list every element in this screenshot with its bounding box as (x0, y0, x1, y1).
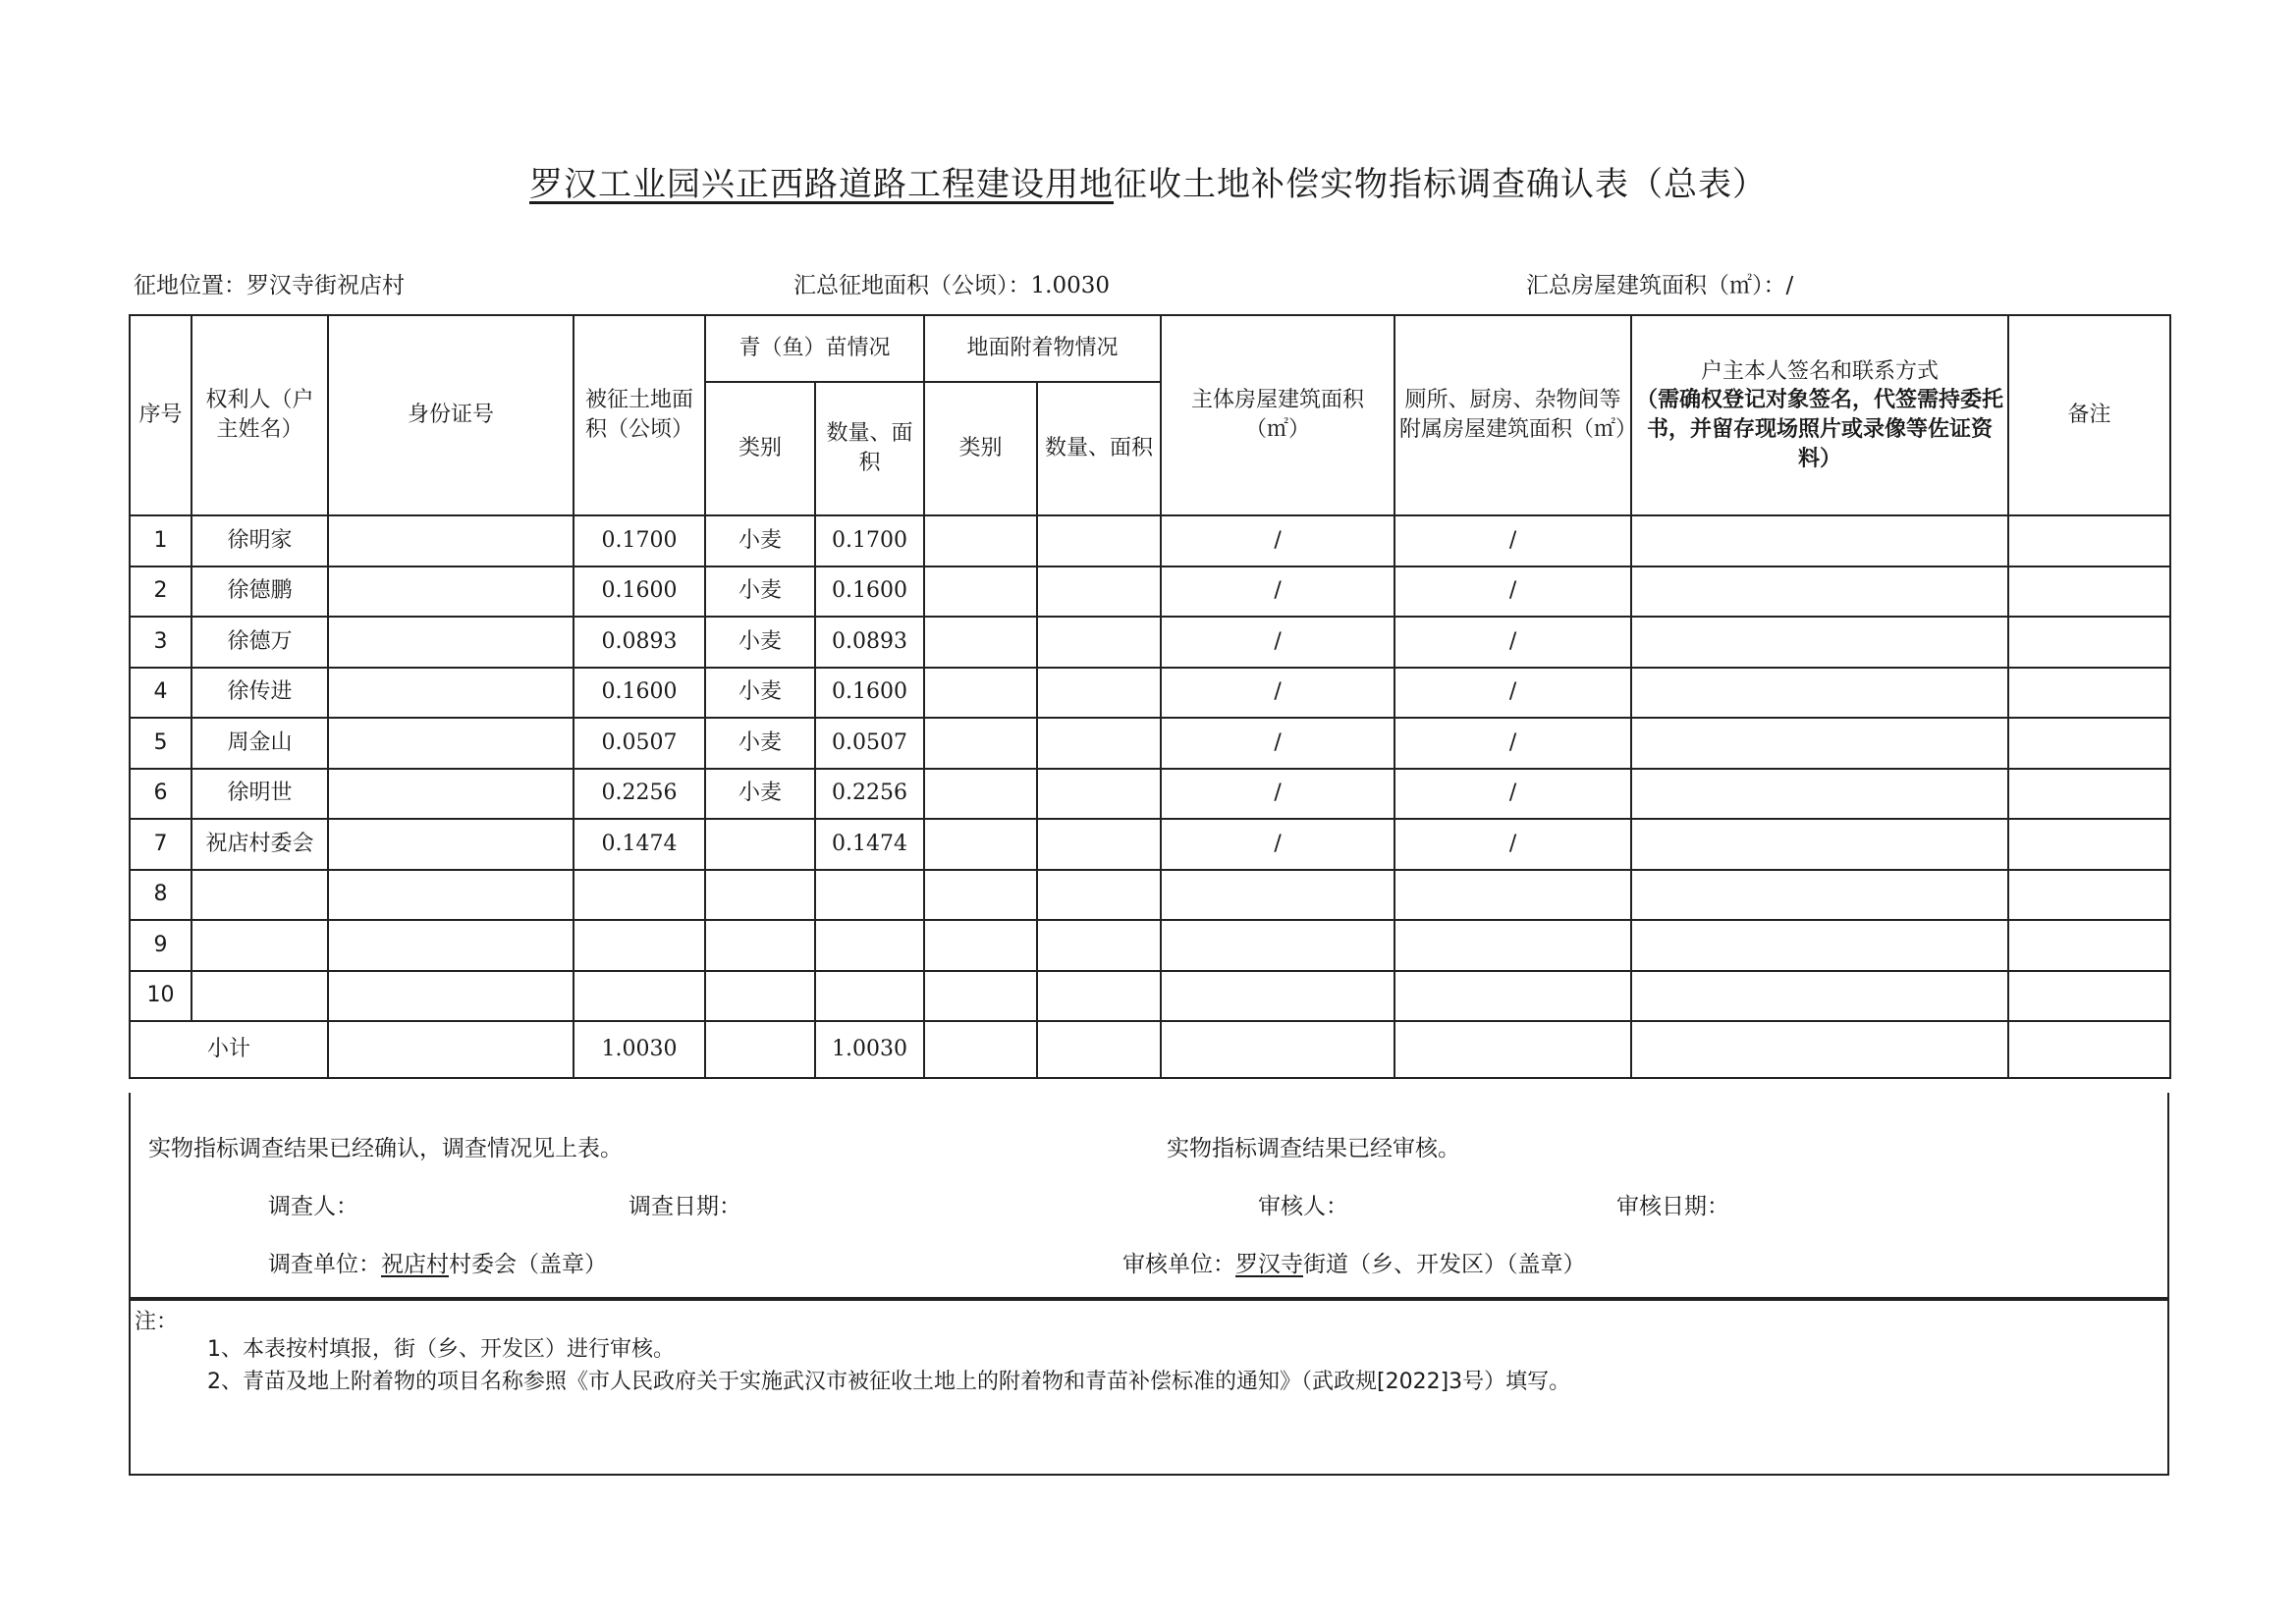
table-row (130, 819, 2170, 870)
row-crop-qty: 0.0893 (815, 617, 924, 668)
row-owner: 徐明世 (191, 769, 328, 820)
row-attach-type (924, 617, 1037, 668)
row-aux-building: / (1394, 819, 1631, 870)
row-crop-qty: 0.2256 (815, 769, 924, 820)
row-signature (1631, 515, 2008, 566)
row-attach-qty (1037, 870, 1161, 921)
row-aux-building: / (1394, 515, 1631, 566)
row-main-building (1161, 870, 1394, 921)
review-date-label: 审核日期： (1616, 1194, 1729, 1219)
row-signature (1631, 971, 2008, 1022)
row-aux-building (1394, 920, 1631, 971)
location-value: 罗汉寺街祝店村 (246, 273, 405, 298)
header-signature (1631, 315, 2008, 515)
header-crop-type: 类别 (705, 382, 815, 515)
review-unit (1122, 1246, 1586, 1278)
row-remark (2008, 870, 2170, 921)
subtotal-attach-type (924, 1021, 1037, 1078)
location-label: 征地位置： (134, 273, 246, 298)
location-line (134, 267, 405, 299)
row-attach-qty (1037, 566, 1161, 618)
row-signature (1631, 617, 2008, 668)
row-attach-qty (1037, 920, 1161, 971)
row-crop-qty (815, 920, 924, 971)
header-id: 身份证号 (328, 315, 574, 515)
row-signature (1631, 668, 2008, 719)
investigate-unit (268, 1246, 607, 1278)
subtotal-main (1161, 1021, 1394, 1078)
row-main-building (1161, 971, 1394, 1022)
notes-section (129, 1299, 2169, 1476)
row-owner: 徐德万 (191, 617, 328, 668)
row-attach-type (924, 769, 1037, 820)
row-attach-qty (1037, 617, 1161, 668)
row-attach-type (924, 668, 1037, 719)
row-aux-building: / (1394, 617, 1631, 668)
survey-table (129, 314, 2171, 1079)
row-seq: 10 (130, 971, 191, 1022)
subtotal-id (328, 1021, 574, 1078)
row-id-number (328, 920, 574, 971)
row-attach-type (924, 515, 1037, 566)
table-row (130, 718, 2170, 769)
row-id-number (328, 617, 574, 668)
row-attach-qty (1037, 819, 1161, 870)
header-land-area: 被征土地面积（公顷） (574, 315, 705, 515)
row-land-area: 0.1600 (574, 566, 705, 618)
row-remark (2008, 515, 2170, 566)
row-attach-qty (1037, 515, 1161, 566)
row-crop-type (705, 819, 815, 870)
row-crop-type: 小麦 (705, 566, 815, 618)
row-owner (191, 920, 328, 971)
row-remark (2008, 566, 2170, 618)
header-signature-title: 户主本人签名和联系方式 (1701, 358, 1940, 384)
row-crop-qty (815, 870, 924, 921)
header-attach-qty: 数量、面积 (1037, 382, 1161, 515)
row-crop-type (705, 971, 815, 1022)
row-aux-building: / (1394, 718, 1631, 769)
row-main-building: / (1161, 819, 1394, 870)
row-land-area: 0.1474 (574, 819, 705, 870)
row-crop-type: 小麦 (705, 617, 815, 668)
subtotal-crop-type (705, 1021, 815, 1078)
row-crop-qty: 0.1600 (815, 668, 924, 719)
investigate-unit-name: 祝店村 (381, 1252, 449, 1277)
total-area-value: 1.0030 (1030, 273, 1110, 298)
header-owner: 权利人（户主姓名） (191, 315, 328, 515)
row-main-building: / (1161, 515, 1394, 566)
row-land-area: 0.2256 (574, 769, 705, 820)
row-remark (2008, 819, 2170, 870)
row-land-area: 0.0893 (574, 617, 705, 668)
row-main-building: / (1161, 617, 1394, 668)
row-crop-type: 小麦 (705, 769, 815, 820)
row-attach-type (924, 718, 1037, 769)
row-aux-building (1394, 870, 1631, 921)
investigate-unit-rest: 村委会（盖章） (449, 1252, 607, 1277)
row-remark (2008, 718, 2170, 769)
table-row (130, 566, 2170, 618)
row-seq: 2 (130, 566, 191, 618)
row-crop-qty: 0.1700 (815, 515, 924, 566)
note-item: 2、青苗及地上附着物的项目名称参照《市人民政府关于实施武汉市被征收土地上的附着物和青苗补偿标准的通知》（武政规[2022]3号）填写。 (207, 1370, 1571, 1394)
row-crop-type (705, 870, 815, 921)
row-remark (2008, 668, 2170, 719)
row-attach-type (924, 819, 1037, 870)
row-id-number (328, 971, 574, 1022)
row-aux-building: / (1394, 566, 1631, 618)
table-row (130, 769, 2170, 820)
row-seq: 7 (130, 819, 191, 870)
row-crop-type: 小麦 (705, 515, 815, 566)
investigate-unit-label: 调查单位： (268, 1252, 381, 1277)
row-signature (1631, 566, 2008, 618)
subtotal-row (130, 1021, 2170, 1078)
row-signature (1631, 819, 2008, 870)
investigate-date-label: 调查日期： (629, 1194, 741, 1219)
row-owner: 徐明家 (191, 515, 328, 566)
row-id-number (328, 668, 574, 719)
row-id-number (328, 870, 574, 921)
row-crop-qty: 0.1474 (815, 819, 924, 870)
row-signature (1631, 769, 2008, 820)
row-id-number (328, 515, 574, 566)
row-land-area (574, 920, 705, 971)
confirm-left-statement: 实物指标调查结果已经确认，调查情况见上表。 (148, 1136, 623, 1161)
row-id-number (328, 718, 574, 769)
subtotal-area: 1.0030 (574, 1021, 705, 1078)
row-land-area (574, 870, 705, 921)
row-seq: 3 (130, 617, 191, 668)
row-remark (2008, 920, 2170, 971)
row-signature (1631, 718, 2008, 769)
header-attachments: 地面附着物情况 (924, 315, 1161, 382)
row-seq: 1 (130, 515, 191, 566)
row-attach-qty (1037, 668, 1161, 719)
row-signature (1631, 920, 2008, 971)
title-rest: 征收土地补偿实物指标调查确认表（总表） (1114, 165, 1767, 204)
row-owner (191, 971, 328, 1022)
total-building-label: 汇总房屋建筑面积（㎡）： (1526, 273, 1786, 298)
header-seq: 序号 (130, 315, 191, 515)
row-attach-qty (1037, 769, 1161, 820)
header-crop: 青（鱼）苗情况 (705, 315, 924, 382)
row-attach-type (924, 566, 1037, 618)
table-row (130, 920, 2170, 971)
header-attach-type: 类别 (924, 382, 1037, 515)
header-crop-qty: 数量、面积 (815, 382, 924, 515)
total-area-label: 汇总征地面积（公顷）： (793, 273, 1031, 298)
row-crop-qty (815, 971, 924, 1022)
row-remark (2008, 769, 2170, 820)
row-crop-qty: 0.0507 (815, 718, 924, 769)
subtotal-label: 小计 (130, 1021, 328, 1078)
row-aux-building: / (1394, 769, 1631, 820)
investigator-label: 调查人： (268, 1194, 358, 1219)
row-owner: 祝店村委会 (191, 819, 328, 870)
row-owner: 徐德鹏 (191, 566, 328, 618)
row-seq: 4 (130, 668, 191, 719)
table-row (130, 971, 2170, 1022)
row-main-building: / (1161, 566, 1394, 618)
row-owner (191, 870, 328, 921)
row-seq: 9 (130, 920, 191, 971)
header-remark: 备注 (2008, 315, 2170, 515)
row-attach-type (924, 971, 1037, 1022)
row-crop-qty: 0.1600 (815, 566, 924, 618)
subtotal-aux (1394, 1021, 1631, 1078)
header-signature-note: （需确权登记对象签名，代签需持委托书，并留存现场照片或录像等佐证资料） (1636, 388, 2004, 471)
row-seq: 5 (130, 718, 191, 769)
subtotal-attach-qty (1037, 1021, 1161, 1078)
header-main-building: 主体房屋建筑面积（㎡） (1161, 315, 1394, 515)
confirm-right-statement: 实物指标调查结果已经审核。 (1167, 1136, 1460, 1161)
row-id-number (328, 819, 574, 870)
row-land-area: 0.0507 (574, 718, 705, 769)
confirmation-section (129, 1093, 2169, 1299)
row-signature (1631, 870, 2008, 921)
subtotal-remark (2008, 1021, 2170, 1078)
row-attach-qty (1037, 718, 1161, 769)
row-attach-type (924, 920, 1037, 971)
row-main-building: / (1161, 769, 1394, 820)
table-body (130, 515, 2170, 1021)
table-row (130, 515, 2170, 566)
table-row (130, 617, 2170, 668)
table-row (130, 870, 2170, 921)
row-crop-type (705, 920, 815, 971)
row-main-building: / (1161, 668, 1394, 719)
title-underlined-part: 罗汉工业园兴正西路道路工程建设用地 (529, 165, 1114, 204)
total-building-value: / (1785, 273, 1794, 298)
row-main-building (1161, 920, 1394, 971)
subtotal-crop-qty: 1.0030 (815, 1021, 924, 1078)
review-unit-rest: 街道（乡、开发区）（盖章） (1303, 1252, 1586, 1277)
row-attach-qty (1037, 971, 1161, 1022)
reviewer-label: 审核人： (1258, 1194, 1348, 1219)
row-seq: 8 (130, 870, 191, 921)
page-title (0, 157, 2296, 205)
total-building-line (1526, 267, 1793, 299)
row-crop-type: 小麦 (705, 668, 815, 719)
subtotal-sign (1631, 1021, 2008, 1078)
row-main-building: / (1161, 718, 1394, 769)
row-id-number (328, 566, 574, 618)
row-land-area (574, 971, 705, 1022)
row-attach-type (924, 870, 1037, 921)
row-seq: 6 (130, 769, 191, 820)
total-area-line (793, 267, 1110, 299)
row-remark (2008, 971, 2170, 1022)
row-owner: 徐传进 (191, 668, 328, 719)
row-crop-type: 小麦 (705, 718, 815, 769)
row-land-area: 0.1600 (574, 668, 705, 719)
row-land-area: 0.1700 (574, 515, 705, 566)
row-id-number (328, 769, 574, 820)
table-row (130, 668, 2170, 719)
header-aux-building: 厕所、厨房、杂物间等附属房屋建筑面积（㎡） (1394, 315, 1631, 515)
note-item: 1、本表按村填报，街（乡、开发区）进行审核。 (207, 1337, 675, 1362)
row-remark (2008, 617, 2170, 668)
row-aux-building: / (1394, 668, 1631, 719)
row-owner: 周金山 (191, 718, 328, 769)
review-unit-label: 审核单位： (1122, 1252, 1235, 1277)
row-aux-building (1394, 971, 1631, 1022)
notes-label: 注： (135, 1310, 179, 1334)
review-unit-name: 罗汉寺 (1235, 1252, 1303, 1277)
